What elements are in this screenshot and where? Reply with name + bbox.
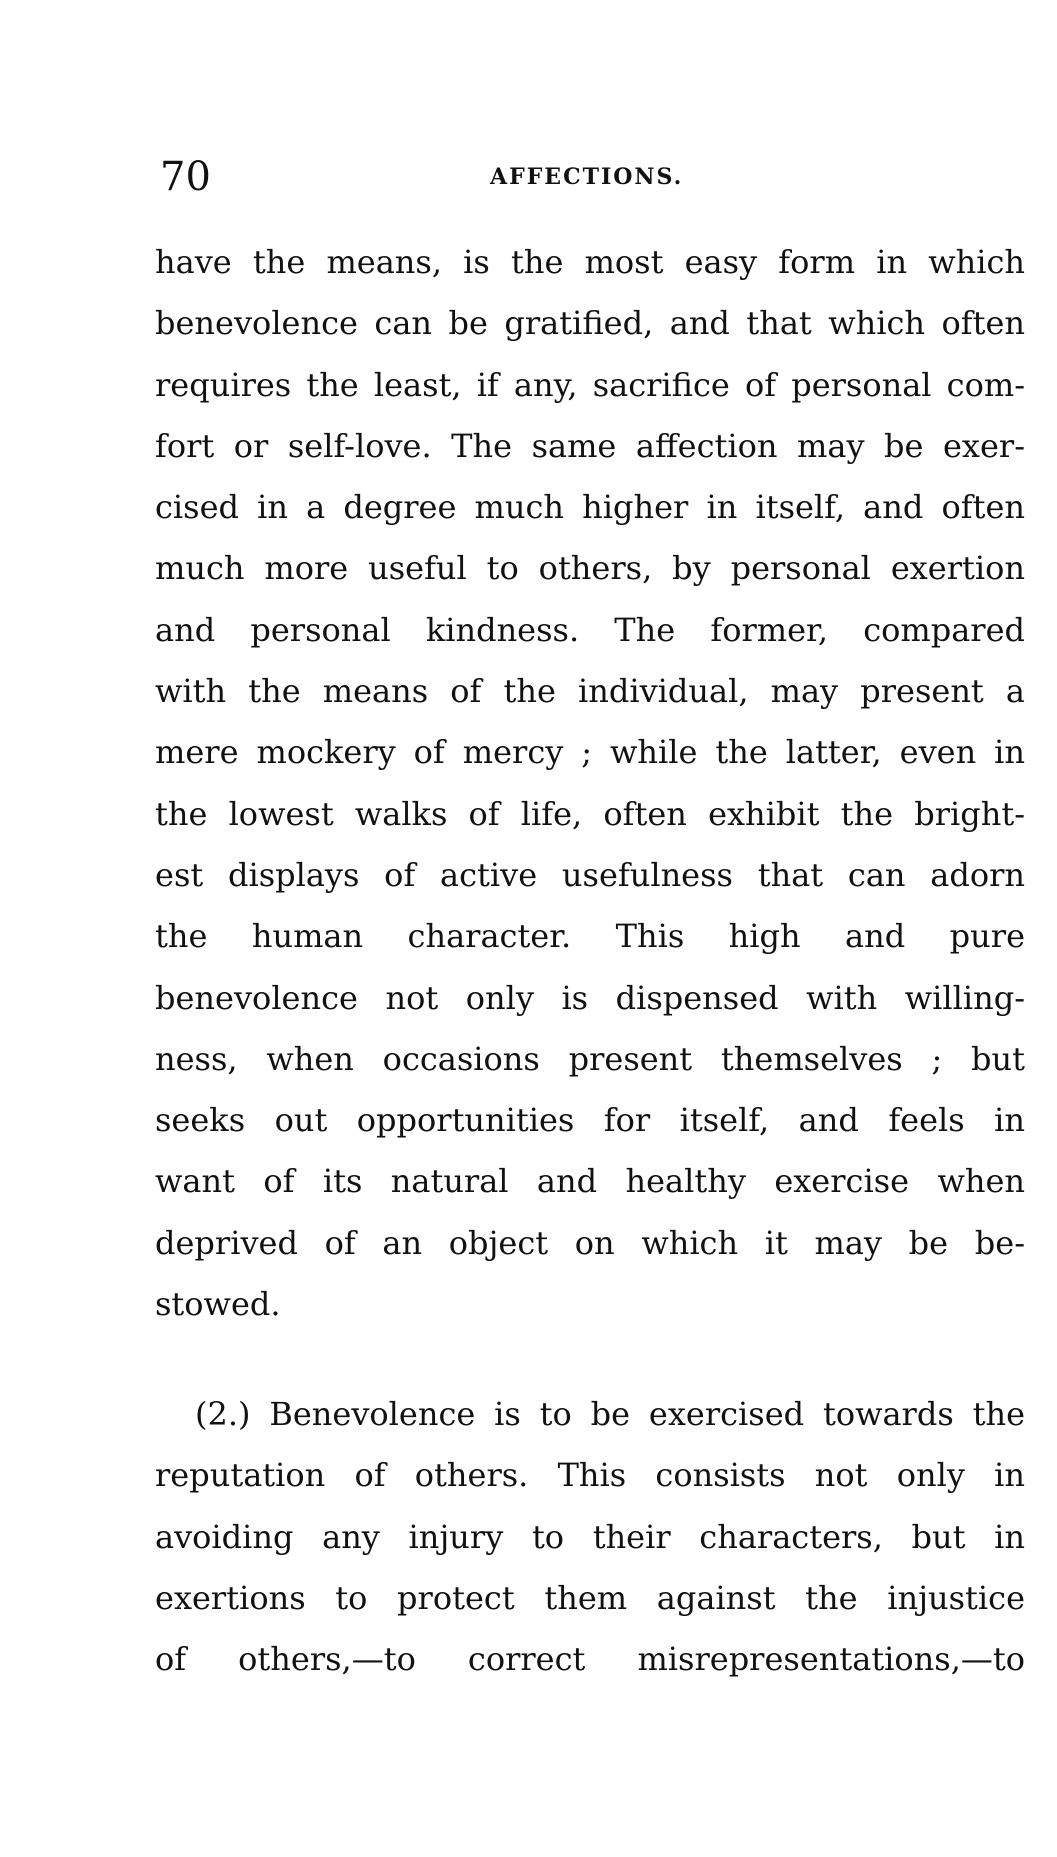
text-line: benevolence can be gratified, and that which often <box>155 304 1025 343</box>
text-line: requires the least, if any, sacrifice of personal com- <box>155 365 1025 404</box>
text-line: deprived of an object on which it may be be- <box>155 1223 1025 1262</box>
page-number: 70 <box>160 154 211 200</box>
text-line: fort or self-love. The same affection may be exer- <box>155 426 1025 465</box>
page-header <box>160 152 1030 202</box>
text-line: with the means of the individual, may present a <box>155 672 1025 711</box>
text-line: seeks out opportunities for itself, and feels in <box>155 1101 1025 1140</box>
text-line: exertions to protect them against the injustice <box>155 1578 1025 1617</box>
paragraph-2 <box>155 1384 1025 1690</box>
paragraph-1 <box>155 232 1025 1335</box>
text-line: (2.) Benevolence is to be exercised towards the <box>195 1395 1025 1433</box>
text-line: stowed. <box>155 1285 281 1324</box>
text-line: much more useful to others, by personal exertion <box>155 549 1025 588</box>
text-line: the lowest walks of life, often exhibit the bright- <box>155 794 1025 833</box>
text-line: have the means, is the most easy form in which <box>155 243 1025 281</box>
text-line: and personal kindness. The former, compared <box>155 610 1025 649</box>
text-line: reputation of others. This consists not only in <box>155 1456 1025 1495</box>
text-line: benevolence not only is dispensed with willing- <box>155 978 1025 1017</box>
text-line: cised in a degree much higher in itself, and often <box>155 488 1025 527</box>
text-line: want of its natural and healthy exercise when <box>155 1162 1025 1201</box>
text-line: mere mockery of mercy ; while the latter, even in <box>155 733 1025 772</box>
text-line: the human character. This high and pure <box>155 917 1025 956</box>
text-line: est displays of active usefulness that can adorn <box>155 855 1025 894</box>
text-line: of others,—to correct misrepresentations,—to <box>155 1640 1025 1679</box>
running-head: AFFECTIONS. <box>490 164 684 190</box>
text-line: avoiding any injury to their characters, but in <box>155 1517 1025 1556</box>
text-line: ness, when occasions present themselves ; but <box>155 1039 1025 1078</box>
